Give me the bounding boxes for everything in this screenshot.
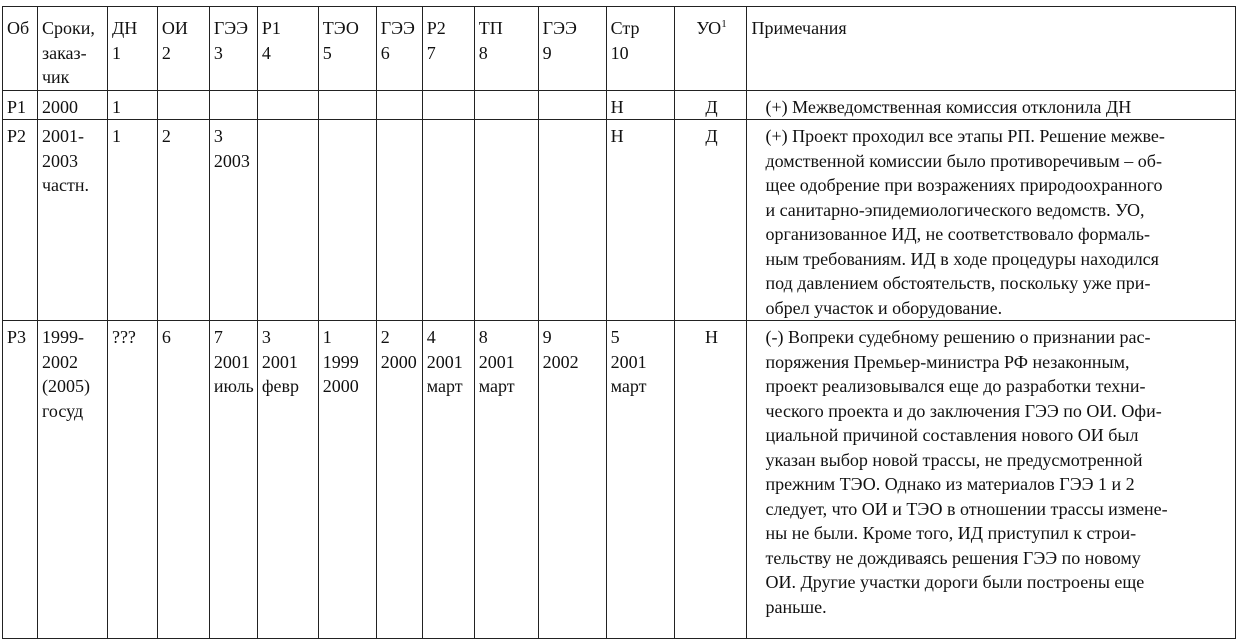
- table-cell: [538, 90, 606, 120]
- table-cell: Д: [674, 120, 747, 321]
- header-notes: Примечания: [747, 7, 1236, 91]
- header-uo-label: УО: [696, 18, 722, 38]
- table-cell: [538, 120, 606, 321]
- table-cell: 2001- 2003 частн.: [37, 120, 107, 321]
- header-object: Об: [3, 7, 38, 91]
- note-cell: (+) Проект проходил все этапы РП. Решение межве- домственной комиссии было противоречивым – об- щее одобрение при возражениях природоохранного и санитарно-эпидемиологического ведомств. УО, организованное ИД, не соответствовало формаль- ным требованиям. ИД в ходе процедуры находился под давлением обстоятельств, поскольку уже при- обрел участок и оборудование.: [747, 120, 1236, 321]
- table-cell: 5 2001 март: [606, 321, 674, 639]
- table-cell: [157, 90, 209, 120]
- table-cell: Р2: [3, 120, 38, 321]
- table-cell: 9 2002: [538, 321, 606, 639]
- header-dn: ДН 1: [107, 7, 157, 91]
- header-dates-client: Сроки, заказ- чик: [37, 7, 107, 91]
- table-row: [3, 120, 1236, 321]
- header-r2: Р2 7: [422, 7, 474, 91]
- table-cell: Н: [674, 321, 747, 639]
- header-teo: ТЭО 5: [318, 7, 376, 91]
- table-cell: 2 2000: [376, 321, 422, 639]
- table-cell: [376, 120, 422, 321]
- table-cell: Н: [606, 90, 674, 120]
- table-cell: 8 2001 март: [474, 321, 538, 639]
- table-cell: Р3: [3, 321, 38, 639]
- table-row: [3, 90, 1236, 120]
- table-cell: Н: [606, 120, 674, 321]
- note-cell: (+) Межведомственная комиссия отклонила ДН: [747, 90, 1236, 120]
- header-oi: ОИ 2: [157, 7, 209, 91]
- table-cell: 6: [157, 321, 209, 639]
- table-cell: 4 2001 март: [422, 321, 474, 639]
- header-tp: ТП 8: [474, 7, 538, 91]
- table-cell: [257, 120, 318, 321]
- table-cell: [376, 90, 422, 120]
- header-gee-3: ГЭЭ 3: [209, 7, 257, 91]
- table-cell: [318, 120, 376, 321]
- table-cell: 1: [107, 120, 157, 321]
- table-cell: 2: [157, 120, 209, 321]
- header-gee-9: ГЭЭ 9: [538, 7, 606, 91]
- table-cell: Р1: [3, 90, 38, 120]
- header-uo-footnote: 1: [721, 18, 727, 30]
- table-cell: Д: [674, 90, 747, 120]
- table-cell: 1 1999 2000: [318, 321, 376, 639]
- table-cell: 3 2003: [209, 120, 257, 321]
- note-cell: (-) Вопреки судебному решению о признании рас- поряжения Премьер-министра РФ незаконным, проект реализовывался еще до разработки техни- ческого проекта и до заключения ГЭЭ по ОИ. Офи- циальной причиной составления нового ОИ был указан выбор новой трассы, не предусмотренной прежним ТЭО. Однако из материалов ГЭЭ 1 и 2 следует, что ОИ и ТЭО в отношении трассы измене- ны не были. Кроме того, ИД приступил к строи- тельству не дождиваясь решения ГЭЭ по новому ОИ. Другие участки дороги были построены еще раньше.: [747, 321, 1236, 639]
- header-r1: Р1 4: [257, 7, 318, 91]
- table-cell: 2000: [37, 90, 107, 120]
- table-cell: 3 2001 февр: [257, 321, 318, 639]
- table-cell: [422, 90, 474, 120]
- table-cell: 1999- 2002 (2005) госуд: [37, 321, 107, 639]
- table-cell: [474, 90, 538, 120]
- header-gee-6: ГЭЭ 6: [376, 7, 422, 91]
- table-cell: [318, 90, 376, 120]
- header-row: [3, 7, 1236, 91]
- analysis-table: [2, 6, 1236, 639]
- table-cell: 7 2001 июль: [209, 321, 257, 639]
- table-cell: ???: [107, 321, 157, 639]
- table-cell: [209, 90, 257, 120]
- header-construction: Стр 10: [606, 7, 674, 91]
- table-row: [3, 321, 1236, 639]
- table-cell: [474, 120, 538, 321]
- table-cell: [422, 120, 474, 321]
- table-cell: [257, 90, 318, 120]
- table-cell: 1: [107, 90, 157, 120]
- header-uo: [674, 7, 747, 91]
